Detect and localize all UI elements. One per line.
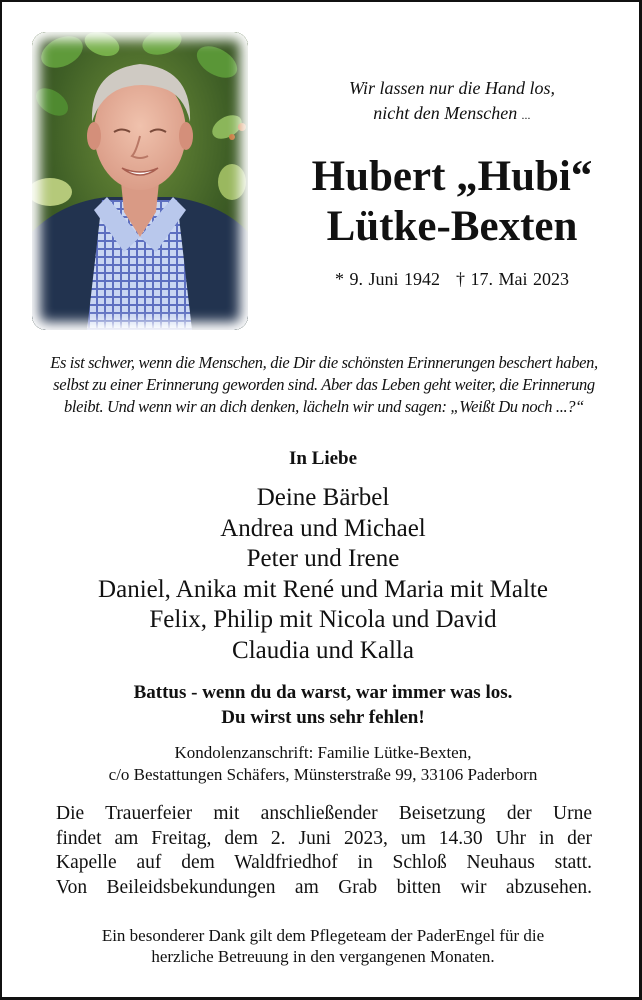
mourner-line: Peter und Irene: [246, 545, 400, 572]
condolence-address: [2, 742, 642, 786]
motto-ellipsis: ...: [521, 108, 531, 122]
service-line: Von Beileidsbekundungen am Grab bitten wir abzusehen.: [56, 876, 592, 898]
quote-line: Es ist schwer, wenn die Menschen, die Dir die schönsten Erinnerungen beschert haben,: [50, 353, 598, 372]
mourners-list: [2, 483, 642, 666]
acknowledgement-line-2: herzliche Betreuung in den vergangenen Monaten.: [151, 947, 495, 966]
quote-line: selbst zu einer Erinnerung geworden sind. Aber das Leben geht weiter, die Erinnerung: [53, 375, 595, 394]
portrait-photo: [32, 32, 248, 330]
service-line: findet am Freitag, dem 2. Juni 2023, um 14.30 Uhr in der: [56, 827, 592, 849]
deceased-name-line-2: Lütke-Bexten: [326, 203, 578, 250]
motto-line-1: Wir lassen nur die Hand los,: [348, 78, 555, 98]
mourner-line: Andrea und Michael: [220, 514, 426, 542]
quote-line: bleibt. Und wenn wir an dich denken, lächeln wir und sagen: „Weißt Du noch ...?“: [64, 397, 584, 416]
death-date: † 17. Mai 2023: [456, 269, 569, 289]
motto-line-2: [282, 101, 622, 128]
deceased-name: [264, 152, 640, 252]
tribute-message: [2, 680, 642, 730]
life-dates: [264, 268, 640, 290]
service-line: Die Trauerfeier mit anschließender Beisetzung der Urne: [56, 803, 592, 824]
mourner-line: Felix, Philip mit Nicola und David: [149, 606, 497, 633]
mourner-line: Deine Bärbel: [256, 484, 390, 511]
motto-line-2-text: nicht den Menschen: [373, 103, 518, 123]
memorial-quote: [26, 352, 622, 418]
mourners-heading: In Liebe: [288, 448, 358, 469]
service-line: Kapelle auf dem Waldfriedhof in Schloß Neuhaus statt.: [56, 852, 592, 873]
acknowledgement-line-1: Ein besonderer Dank gilt dem Pflegeteam der PaderEngel für die: [101, 926, 545, 945]
photo-vignette: [32, 32, 248, 330]
acknowledgement: [2, 925, 642, 967]
funeral-service-info: [56, 802, 592, 900]
birth-date: * 9. Juni 1942: [334, 269, 440, 289]
mourner-line: Daniel, Anika mit René und Maria mit Malte: [98, 575, 548, 603]
motto: [282, 76, 622, 128]
tribute-line-1: Battus - wenn du da warst, war immer was los.: [133, 682, 513, 703]
condolence-address-line-1: Kondolenzanschrift: Familie Lütke-Bexten,: [174, 743, 472, 762]
tribute-line-2: Du wirst uns sehr fehlen!: [221, 707, 425, 728]
deceased-name-line-1: Hubert „Hubi“: [311, 153, 593, 200]
mourner-line: Claudia und Kalla: [232, 636, 414, 664]
condolence-address-line-2: c/o Bestattungen Schäfers, Münsterstraße 99, 33106 Paderborn: [108, 765, 538, 784]
